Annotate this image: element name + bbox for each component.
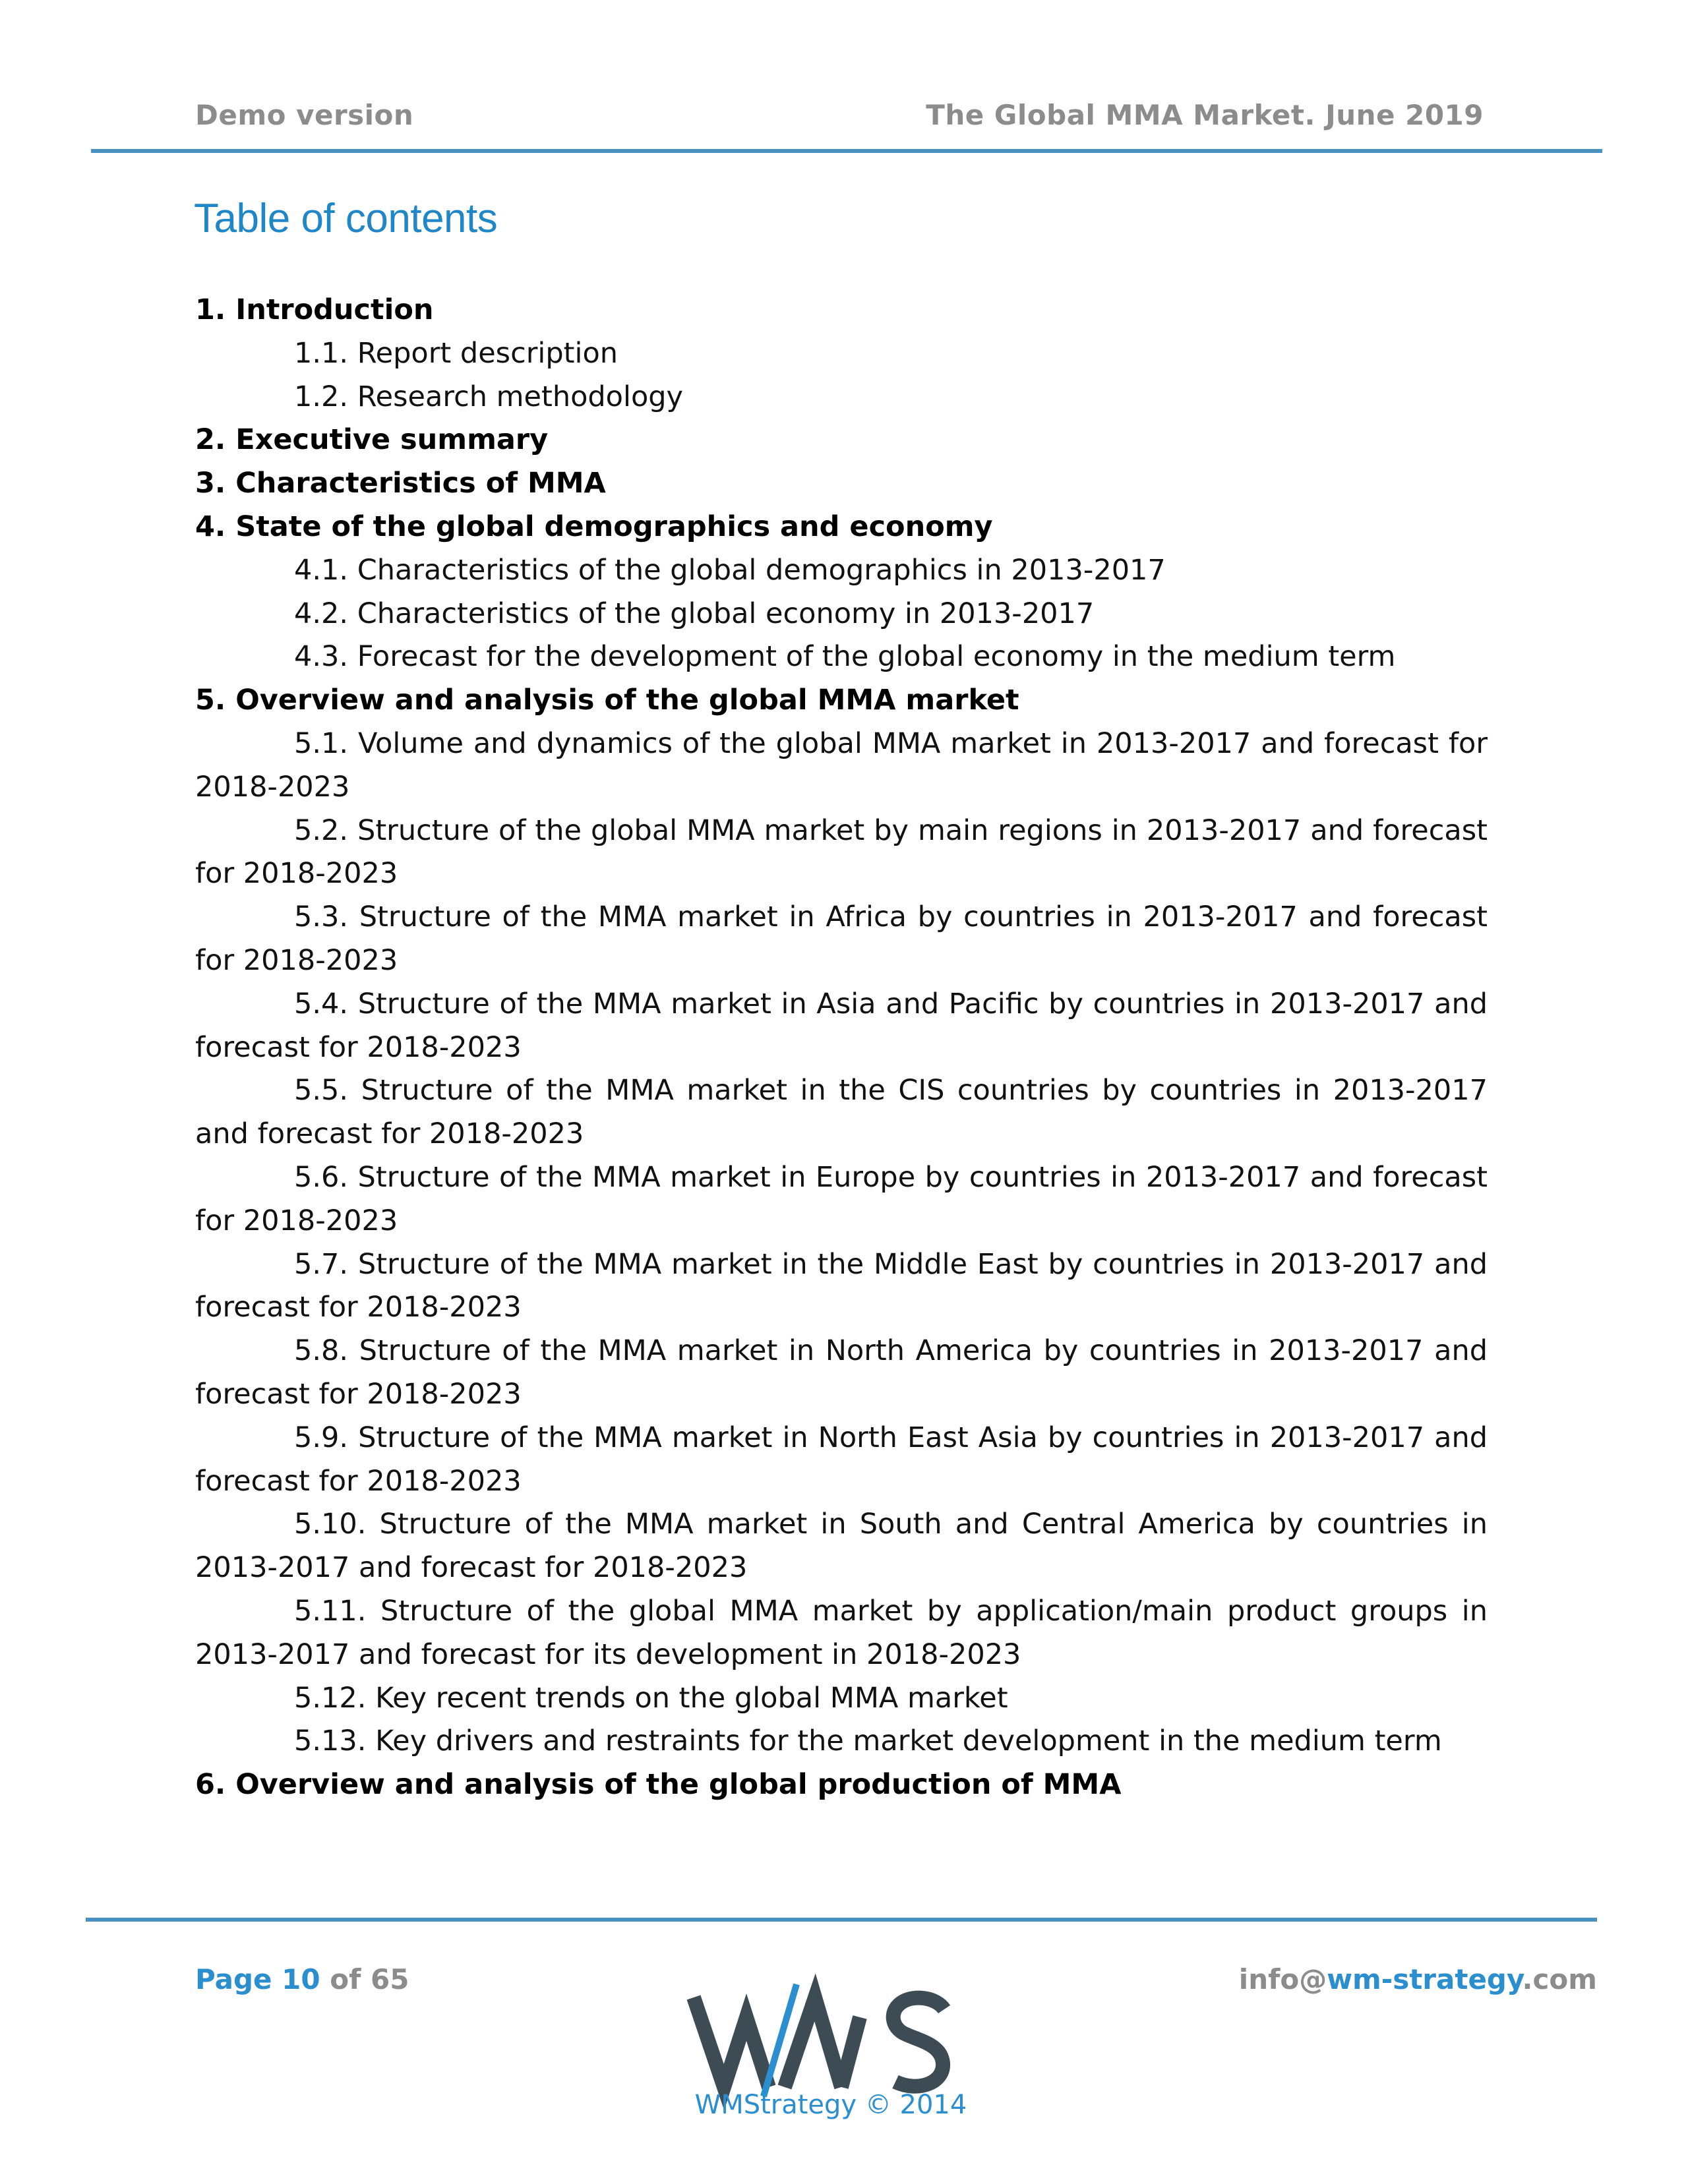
email-domain: wm-strategy [1327, 1963, 1522, 1995]
toc-section: 5.11. Structure of the global MMA market by application/main product groups in 2013-2017 and forecast for its development in 2018-2023 [195, 1594, 1488, 1671]
toc-list [195, 289, 1488, 1807]
email-tld: .com [1522, 1963, 1597, 1995]
page-number [195, 1963, 409, 1995]
toc-section: 5.1. Volume and dynamics of the global MMA market in 2013-2017 and forecast for 2018-2023 [195, 726, 1488, 804]
header-rule [91, 149, 1602, 153]
toc-chapter: 5. Overview and analysis of the global MMA market [195, 684, 1019, 717]
toc-section: 5.4. Structure of the MMA market in Asia and Pacific by countries in 2013-2017 and forecast for 2018-2023 [195, 987, 1488, 1064]
page-total: 65 [371, 1963, 409, 1995]
toc-title: Table of contents [194, 196, 498, 241]
page-of: of [330, 1963, 361, 1995]
header-left-text: Demo version [195, 99, 414, 131]
toc-chapter: 2. Executive summary [195, 423, 549, 457]
toc-section: 5.7. Structure of the MMA market in the Middle East by countries in 2013-2017 and forecast for 2018-2023 [195, 1247, 1488, 1324]
email-user: info@ [1238, 1963, 1327, 1995]
toc-section: 5.6. Structure of the MMA market in Europe by countries in 2013-2017 and forecast for 2018-2023 [195, 1160, 1488, 1237]
toc-section: 5.8. Structure of the MMA market in North America by countries in 2013-2017 and forecast for 2018-2023 [195, 1334, 1488, 1411]
toc-section: 4.1. Characteristics of the global demographics in 2013-2017 [294, 553, 1166, 587]
footer-rule [86, 1918, 1597, 1922]
logo-caption: WMStrategy © 2014 [694, 2090, 967, 2120]
toc-chapter: 6. Overview and analysis of the global production of MMA [195, 1768, 1122, 1802]
toc-section: 1.1. Report description [294, 336, 618, 370]
toc-chapter: 3. Characteristics of MMA [195, 467, 606, 500]
toc-section: 5.13. Key drivers and restraints for the market development in the medium term [294, 1725, 1442, 1758]
toc-section: 5.9. Structure of the MMA market in North East Asia by countries in 2013-2017 and forecast for 2018-2023 [195, 1421, 1488, 1498]
toc-section: 4.3. Forecast for the development of the global economy in the medium term [294, 640, 1396, 674]
toc-chapter: 4. State of the global demographics and economy [195, 510, 993, 543]
toc-section: 5.2. Structure of the global MMA market by main regions in 2013-2017 and forecast for 2018-2023 [195, 813, 1488, 891]
toc-section: 5.10. Structure of the MMA market in South and Central America by countries in 2013-2017 and forecast for 2018-2023 [195, 1508, 1488, 1585]
toc-section: 5.3. Structure of the MMA market in Africa by countries in 2013-2017 and forecast for 2018-2023 [195, 900, 1488, 977]
header-title: The Global MMA Market. June 2019 [926, 99, 1484, 131]
toc-section: 5.5. Structure of the MMA market in the CIS countries by countries in 2013-2017 and forecast for 2018-2023 [195, 1074, 1488, 1151]
page-word: Page [195, 1963, 272, 1995]
toc-section: 1.2. Research methodology [294, 380, 683, 413]
wms-logo [686, 1971, 963, 2149]
toc-section: 4.2. Characteristics of the global economy in 2013-2017 [294, 597, 1095, 630]
footer-email[interactable] [1239, 1963, 1597, 1995]
toc-section: 5.12. Key recent trends on the global MMA market [294, 1681, 1008, 1715]
toc-chapter: 1. Introduction [195, 293, 434, 326]
page-current: 10 [282, 1963, 320, 1995]
